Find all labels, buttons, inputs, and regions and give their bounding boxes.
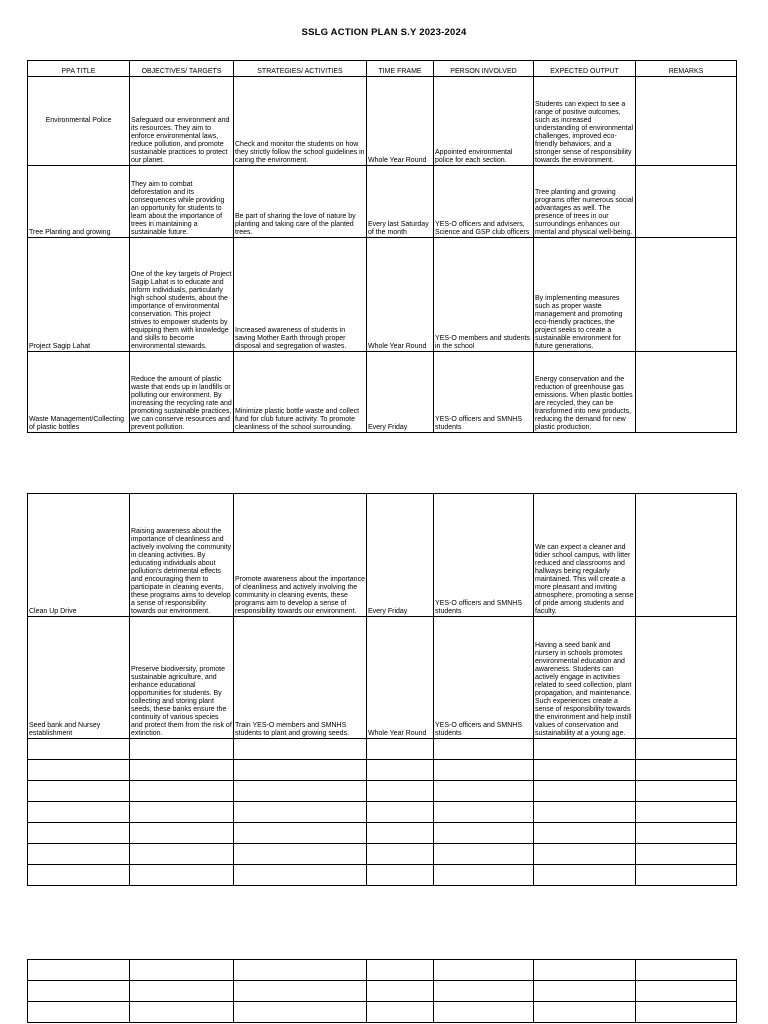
time-frame-cell: Whole Year Round xyxy=(367,77,434,166)
empty-cell xyxy=(636,739,737,760)
empty-cell xyxy=(636,823,737,844)
person-involved-cell: YES-O members and students in the school xyxy=(434,238,534,352)
empty-table-row xyxy=(28,865,737,886)
person-involved-cell: YES-O officers and SMNHS students xyxy=(434,494,534,617)
empty-cell xyxy=(367,960,434,981)
empty-cell xyxy=(636,981,737,1002)
strategies-cell: Promote awareness about the importance of cleanliness and actively involving the community in cleaning events, these programs aim to develop a sense of responsibility towards our environment. xyxy=(234,494,367,617)
person-involved-cell: YES-O officers and SMNHS students xyxy=(434,352,534,433)
empty-cell xyxy=(367,802,434,823)
empty-cell xyxy=(367,1002,434,1023)
remarks-cell xyxy=(636,166,737,238)
empty-cell xyxy=(234,823,367,844)
objectives-cell: Raising awareness about the importance of cleanliness and actively involving the community in cleaning activities. By educating individuals about pollution's detrimental effects and encouraging them to participate in cleaning events, these programs aims to develop a sense of responsibility towards our environment. xyxy=(130,494,234,617)
empty-cell xyxy=(434,781,534,802)
empty-cell xyxy=(636,865,737,886)
column-header-expected-output: EXPECTED OUTPUT xyxy=(534,61,636,77)
expected-output-cell: Having a seed bank and nursery in schools promotes environmental education and awareness. Students can actively engage in activities related to seed collection, plant propagation, and maintenance. Such experiences create a sense of responsibility towards the environment and help instill values of conservation and sustainability at a young age. xyxy=(534,617,636,739)
empty-cell xyxy=(28,781,130,802)
ppa-title-cell: Tree Planting and growing xyxy=(28,166,130,238)
empty-cell xyxy=(234,844,367,865)
person-involved-cell: YES-O officers and advisers, Science and GSP club officers xyxy=(434,166,534,238)
remarks-cell xyxy=(636,617,737,739)
empty-cell xyxy=(534,781,636,802)
action-plan-table-continued xyxy=(27,493,737,886)
time-frame-cell: Every Friday xyxy=(367,494,434,617)
empty-cell xyxy=(28,739,130,760)
empty-cell xyxy=(434,844,534,865)
empty-cell xyxy=(367,739,434,760)
ppa-title-cell: Waste Management/Collecting of plastic bottles xyxy=(28,352,130,433)
document-title: SSLG ACTION PLAN S.Y 2023-2024 xyxy=(301,27,467,38)
empty-cell xyxy=(28,981,130,1002)
remarks-cell xyxy=(636,77,737,166)
empty-table-row xyxy=(28,823,737,844)
remarks-cell xyxy=(636,494,737,617)
empty-cell xyxy=(367,823,434,844)
column-header-objectives: OBJECTIVES/ TARGETS xyxy=(130,61,234,77)
ppa-title-cell: Seed bank and Nursey establishment xyxy=(28,617,130,739)
ppa-title-cell: Project Sagip Lahat xyxy=(28,238,130,352)
empty-cell xyxy=(28,760,130,781)
table-row xyxy=(28,494,737,617)
expected-output-cell: By implementing measures such as proper waste management and promoting eco-friendly practices, the project seeks to create a sustainable environment for future generations. xyxy=(534,238,636,352)
empty-cell xyxy=(234,760,367,781)
time-frame-cell: Whole Year Round xyxy=(367,617,434,739)
empty-table-row xyxy=(28,981,737,1002)
empty-cell xyxy=(636,760,737,781)
expected-output-cell: Tree planting and growing programs offer numerous social advantages as well. The presence of trees in our surroundings enhances our mental and physical well-being. xyxy=(534,166,636,238)
time-frame-cell: Whole Year Round xyxy=(367,238,434,352)
empty-cell xyxy=(534,865,636,886)
empty-cell xyxy=(130,865,234,886)
empty-cell xyxy=(234,739,367,760)
column-header-time-frame: TIME FRAME xyxy=(367,61,434,77)
table-row xyxy=(28,166,737,238)
empty-cell xyxy=(434,865,534,886)
objectives-cell: Reduce the amount of plastic waste that ends up in landfills or polluting our environment. By increasing the recycling rate and promoting sustainable practices, we can conserve resources and prevent pollution. xyxy=(130,352,234,433)
empty-cell xyxy=(130,802,234,823)
remarks-cell xyxy=(636,352,737,433)
empty-table-row xyxy=(28,802,737,823)
ppa-title-cell: Environmental Police xyxy=(28,77,130,166)
empty-cell xyxy=(434,1002,534,1023)
empty-cell xyxy=(130,1002,234,1023)
column-header-person-involved: PERSON INVOLVED xyxy=(434,61,534,77)
time-frame-cell: Every Friday xyxy=(367,352,434,433)
blank-table xyxy=(27,959,737,1023)
column-header-remarks: REMARKS xyxy=(636,61,737,77)
empty-table-row xyxy=(28,781,737,802)
empty-cell xyxy=(636,960,737,981)
column-header-ppa-title: PPA TITLE xyxy=(28,61,130,77)
strategies-cell: Be part of sharing the love of nature by planting and taking care of the planted trees. xyxy=(234,166,367,238)
empty-cell xyxy=(130,760,234,781)
table-row xyxy=(28,77,737,166)
strategies-cell: Increased awareness of students in saving Mother Earth through proper disposal and segregation of wastes. xyxy=(234,238,367,352)
table-header-row xyxy=(28,61,737,77)
empty-cell xyxy=(28,960,130,981)
empty-cell xyxy=(367,844,434,865)
empty-cell xyxy=(234,981,367,1002)
remarks-cell xyxy=(636,238,737,352)
empty-cell xyxy=(234,1002,367,1023)
empty-cell xyxy=(434,823,534,844)
ppa-title-cell: Clean Up Drive xyxy=(28,494,130,617)
empty-cell xyxy=(367,760,434,781)
empty-cell xyxy=(534,981,636,1002)
strategies-cell: Check and monitor the students on how they strictly follow the school guidelines in caring the environment. xyxy=(234,77,367,166)
empty-cell xyxy=(367,865,434,886)
empty-cell xyxy=(434,760,534,781)
action-plan-table xyxy=(27,60,737,433)
empty-cell xyxy=(367,981,434,1002)
objectives-cell: Preserve biodiversity, promote sustainable agriculture, and enhance educational opportunities for students. By collecting and storing plant seeds, these banks ensure the continuity of various species and protect them from the risk of extinction. xyxy=(130,617,234,739)
empty-cell xyxy=(534,739,636,760)
empty-cell xyxy=(28,844,130,865)
person-involved-cell: Appointed environmental police for each section. xyxy=(434,77,534,166)
expected-output-cell: We can expect a cleaner and tidier school campus, with litter reduced and classrooms and hallways being regularly maintained. This will create a more pleasant and inviting atmosphere, promoting a sense of pride among students and faculty. xyxy=(534,494,636,617)
table-row xyxy=(28,238,737,352)
empty-cell xyxy=(367,781,434,802)
empty-cell xyxy=(28,823,130,844)
empty-cell xyxy=(434,739,534,760)
time-frame-cell: Every last Saturday of the month xyxy=(367,166,434,238)
column-header-strategies: STRATEGIES/ ACTIVITIES xyxy=(234,61,367,77)
empty-cell xyxy=(234,865,367,886)
empty-table-row xyxy=(28,739,737,760)
empty-cell xyxy=(130,739,234,760)
empty-cell xyxy=(534,802,636,823)
empty-cell xyxy=(534,823,636,844)
empty-table-row xyxy=(28,760,737,781)
expected-output-cell: Energy conservation and the reduction of greenhouse gas emissions. When plastic bottles are recycled, they can be transformed into new products, reducing the demand for new plastic production. xyxy=(534,352,636,433)
empty-cell xyxy=(534,760,636,781)
empty-cell xyxy=(434,960,534,981)
objectives-cell: They aim to combat deforestation and its consequences while providing an opportunity for students to learn about the importance of trees in maintaining a sustainable future. xyxy=(130,166,234,238)
empty-cell xyxy=(636,844,737,865)
table-row xyxy=(28,617,737,739)
person-involved-cell: YES-O officers and SMNHS students xyxy=(434,617,534,739)
objectives-cell: Safeguard our environment and its resources. They aim to enforce environmental laws, reduce pollution, and promote sustainable practices to protect our planet. xyxy=(130,77,234,166)
empty-cell xyxy=(534,960,636,981)
table-row xyxy=(28,352,737,433)
strategies-cell: Train YES-O members and SMNHS students to plant and growing seeds. xyxy=(234,617,367,739)
empty-cell xyxy=(130,981,234,1002)
empty-cell xyxy=(130,960,234,981)
expected-output-cell: Students can expect to see a range of positive outcomes, such as increased understanding of environmental challenges, improved eco-friendly behaviors, and a stronger sense of responsibility towards the environment. xyxy=(534,77,636,166)
empty-cell xyxy=(636,802,737,823)
empty-cell xyxy=(434,981,534,1002)
empty-cell xyxy=(130,823,234,844)
empty-cell xyxy=(130,781,234,802)
empty-cell xyxy=(636,781,737,802)
empty-cell xyxy=(234,781,367,802)
strategies-cell: Minimize plastic bottle waste and collect fund for club future activity. To promote cleanliness of the school surrounding. xyxy=(234,352,367,433)
empty-cell xyxy=(234,960,367,981)
empty-cell xyxy=(130,844,234,865)
empty-cell xyxy=(28,1002,130,1023)
empty-cell xyxy=(636,1002,737,1023)
empty-cell xyxy=(534,1002,636,1023)
empty-table-row xyxy=(28,1002,737,1023)
empty-table-row xyxy=(28,960,737,981)
objectives-cell: One of the key targets of Project Sagip Lahat is to educate and inform individuals, particularly high school students, about the importance of environmental conservation. This project strives to empower students by equipping them with knowledge and skills to become environmental stewards. xyxy=(130,238,234,352)
empty-table-row xyxy=(28,844,737,865)
empty-cell xyxy=(434,802,534,823)
empty-cell xyxy=(534,844,636,865)
empty-cell xyxy=(28,865,130,886)
empty-cell xyxy=(28,802,130,823)
empty-cell xyxy=(234,802,367,823)
